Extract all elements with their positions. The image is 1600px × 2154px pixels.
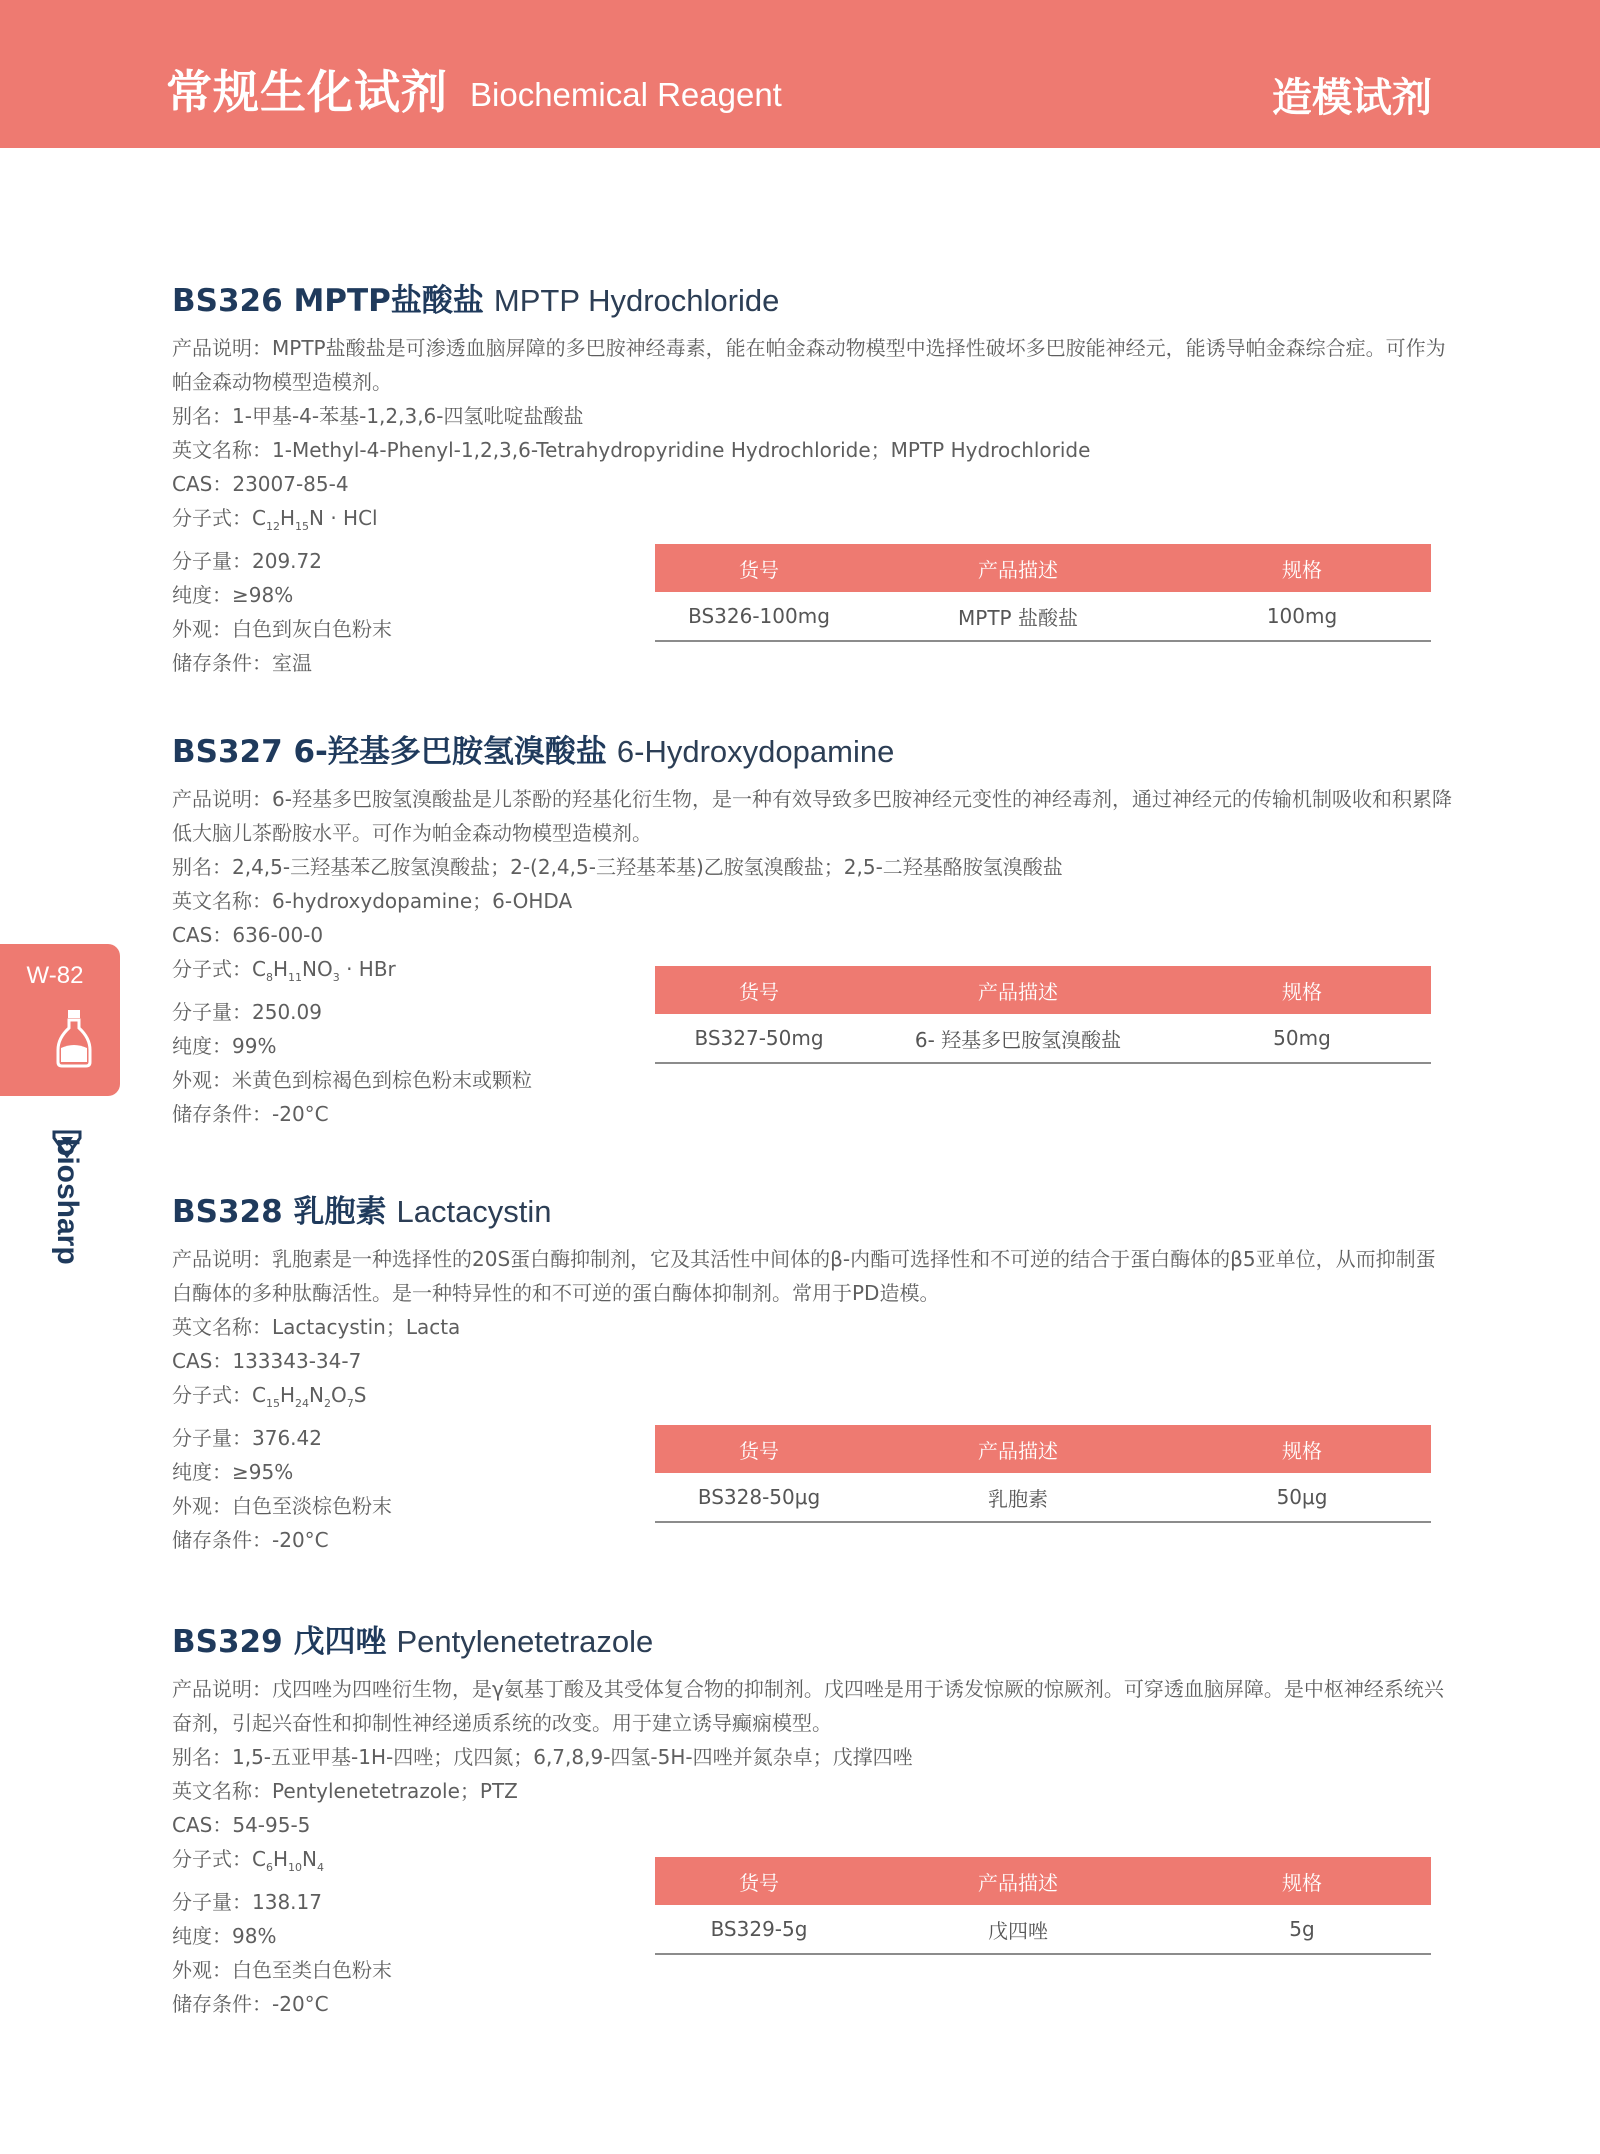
product-english-name: 英文名称：Lactacystin；Lacta [172,1315,461,1339]
header-spec: 规格 [1282,557,1322,582]
product-alias: 别名：1,5-五亚甲基-1H-四唑；戊四氮；6,7,8,9-四氢-5H-四唑并氮杂卓；戊撑四唑 [172,1745,913,1769]
formula-symbol: S [353,1383,367,1407]
cell-spec: 100mg [1266,604,1338,628]
formula-symbol: C [252,1383,266,1407]
header-title-cn: 常规生化试剂 [166,65,448,119]
table-row [655,592,1431,642]
formula-subscript: 3 [332,971,340,984]
product-purity: 纯度：98% [172,1924,277,1948]
product-purity: 纯度：≥98% [172,583,294,607]
product-order-table [655,966,1431,1064]
cell-spec: 5g [1289,1917,1315,1941]
product-purity: 纯度：≥95% [172,1460,294,1484]
cell-code: BS329-5g [710,1917,808,1941]
product-molecular-weight: 分子量：376.42 [172,1426,322,1450]
product-code-name: BS328 乳胞素 [172,1194,387,1230]
header-code: 货号 [739,1438,779,1463]
header-spec: 规格 [1282,1870,1322,1895]
cell-description: 6- 羟基多巴胺氢溴酸盐 [914,1027,1122,1052]
table-row [655,1473,1431,1523]
product-formula [172,501,1472,544]
side-page-tab [0,944,120,1096]
product-order-table [655,1425,1431,1523]
header-spec: 规格 [1282,1438,1322,1463]
table-header-row [655,966,1431,1014]
formula-symbol: H [279,506,296,530]
formula-subscript: 15 [265,1397,280,1410]
cell-description: 乳胞素 [988,1486,1048,1511]
product-name-en: Pentylenetetrazole [396,1624,654,1659]
product-purity: 纯度：99% [172,1034,277,1058]
product-title [172,726,1472,768]
cell-description: 戊四唑 [988,1918,1048,1943]
formula-symbol: NO [302,957,333,981]
product-storage: 储存条件：-20°C [172,1992,329,2016]
table-header-row [655,1425,1431,1473]
table-header-row [655,1857,1431,1905]
product-cas: CAS：133343-34-7 [172,1349,362,1373]
product-english-name: 英文名称：6-hydroxydopamine；6-OHDA [172,889,573,913]
brand-logo [50,1128,84,1298]
product-order-table [655,544,1431,642]
cell-spec: 50μg [1276,1485,1328,1509]
product-name-en: 6-Hydroxydopamine [616,734,895,769]
formula-subscript: 7 [346,1397,354,1410]
formula-subscript: 24 [295,1397,310,1410]
product-name-en: Lactacystin [396,1194,552,1229]
cell-code: BS328-50μg [697,1485,821,1509]
table-header-row [655,544,1431,592]
formula-symbol: H [272,1847,289,1871]
product-name-en: MPTP Hydrochloride [493,283,780,318]
formula-subscript: 2 [323,1397,331,1410]
product-storage: 储存条件：-20°C [172,1528,329,1552]
header-title-en: Biochemical Reagent [470,76,782,113]
product-appearance: 外观：白色至类白色粉末 [172,1958,392,1982]
product-storage: 储存条件：室温 [172,651,312,675]
formula-subscript: 6 [265,1861,273,1874]
product-molecular-weight: 分子量：138.17 [172,1890,322,1914]
header-description: 产品描述 [978,979,1058,1004]
formula-label: 分子式： [172,1383,252,1407]
formula-symbol: C [252,1847,266,1871]
formula-symbol: H [272,957,289,981]
product-code-name: BS326 MPTP盐酸盐 [172,283,484,319]
product-formula [172,1378,1472,1421]
product-order-table [655,1857,1431,1955]
product-alias: 别名：1-甲基-4-苯基-1,2,3,6-四氢吡啶盐酸盐 [172,404,584,428]
formula-subscript: 8 [265,971,273,984]
product-english-name: 英文名称：1-Methyl-4-Phenyl-1,2,3,6-Tetrahydropyridine Hydrochloride；MPTP Hydrochloride [172,438,1091,462]
product-title [172,275,1472,317]
product-details [172,1672,1472,2021]
header-spec: 规格 [1282,979,1322,1004]
product-molecular-weight: 分子量：209.72 [172,549,322,573]
formula-subscript: 15 [295,520,310,533]
product-description: 产品说明：乳胞素是一种选择性的20S蛋白酶抑制剂，它及其活性中间体的β-内酯可选择性和不可逆的结合于蛋白酶体的β5亚单位，从而抑制蛋白酶体的多种肽酶活性。是一种特异性的和不可逆的蛋白酶体抑制剂。常用于PD造模。 [172,1247,1436,1305]
product-description: 产品说明：MPTP盐酸盐是可渗透血脑屏障的多巴胺神经毒素，能在帕金森动物模型中选择性破坏多巴胺能神经元，能诱导帕金森综合症。可作为帕金森动物模型造模剂。 [172,336,1446,394]
formula-label: 分子式： [172,1847,252,1871]
bottle-icon [56,1008,92,1068]
formula-symbol: H [279,1383,296,1407]
header-category: 造模试剂 [1272,75,1432,121]
formula-symbol: C [252,957,266,981]
product-title [172,1616,1472,1658]
product-storage: 储存条件：-20°C [172,1102,329,1126]
page-header [0,0,1600,148]
formula-label: 分子式： [172,506,252,530]
product-appearance: 外观：白色至淡棕色粉末 [172,1494,392,1518]
formula-subscript: 11 [288,971,303,984]
table-row [655,1905,1431,1955]
header-code: 货号 [739,557,779,582]
header-description: 产品描述 [978,557,1058,582]
cell-code: BS326-100mg [688,604,830,628]
cell-code: BS327-50mg [694,1026,824,1050]
page-number: W-82 [26,962,84,989]
header-description: 产品描述 [978,1870,1058,1895]
formula-label: 分子式： [172,957,252,981]
product-code-name: BS327 6-羟基多巴胺氢溴酸盐 [172,734,607,770]
cell-spec: 50mg [1273,1026,1331,1050]
formula-subscript: 4 [316,1861,324,1874]
product-block [172,1616,1472,2021]
product-cas: CAS：54-95-5 [172,1813,311,1837]
product-cas: CAS：23007-85-4 [172,472,349,496]
formula-symbol: · HBr [339,957,396,981]
formula-symbol: N [302,1847,317,1871]
product-appearance: 外观：白色到灰白色粉末 [172,617,392,641]
product-cas: CAS：636-00-0 [172,923,324,947]
product-description: 产品说明：戊四唑为四唑衍生物，是γ氨基丁酸及其受体复合物的抑制剂。戊四唑是用于诱发惊厥的惊厥剂。可穿透血脑屏障。是中枢神经系统兴奋剂，引起兴奋性和抑制性神经递质系统的改变。用于建立诱导癫痫模型。 [172,1677,1444,1735]
formula-symbol: O [330,1383,347,1407]
formula-subscript: 12 [265,520,280,533]
formula-symbol: N · HCl [309,506,378,530]
formula-symbol: C [252,506,266,530]
product-english-name: 英文名称：Pentylenetetrazole；PTZ [172,1779,518,1803]
product-title [172,1186,1472,1228]
header-description: 产品描述 [978,1438,1058,1463]
product-details [172,782,1472,1131]
product-block [172,726,1472,1131]
product-appearance: 外观：米黄色到棕褐色到棕色粉末或颗粒 [172,1068,532,1092]
formula-subscript: 10 [288,1861,303,1874]
product-molecular-weight: 分子量：250.09 [172,1000,322,1024]
formula-symbol: N [309,1383,324,1407]
cell-description: MPTP 盐酸盐 [958,605,1078,630]
brand-name: biosharp [51,1138,84,1265]
product-code-name: BS329 戊四唑 [172,1624,387,1660]
header-code: 货号 [739,1870,779,1895]
product-description: 产品说明：6-羟基多巴胺氢溴酸盐是儿茶酚的羟基化衍生物，是一种有效导致多巴胺神经元变性的神经毒剂，通过神经元的传输机制吸收和积累降低大脑儿茶酚胺水平。可作为帕金森动物模型造模剂。 [172,787,1452,845]
table-row [655,1014,1431,1064]
header-code: 货号 [739,979,779,1004]
product-alias: 别名：2,4,5-三羟基苯乙胺氢溴酸盐；2-(2,4,5-三羟基苯基)乙胺氢溴酸盐；2,5-二羟基酪胺氢溴酸盐 [172,855,1063,879]
